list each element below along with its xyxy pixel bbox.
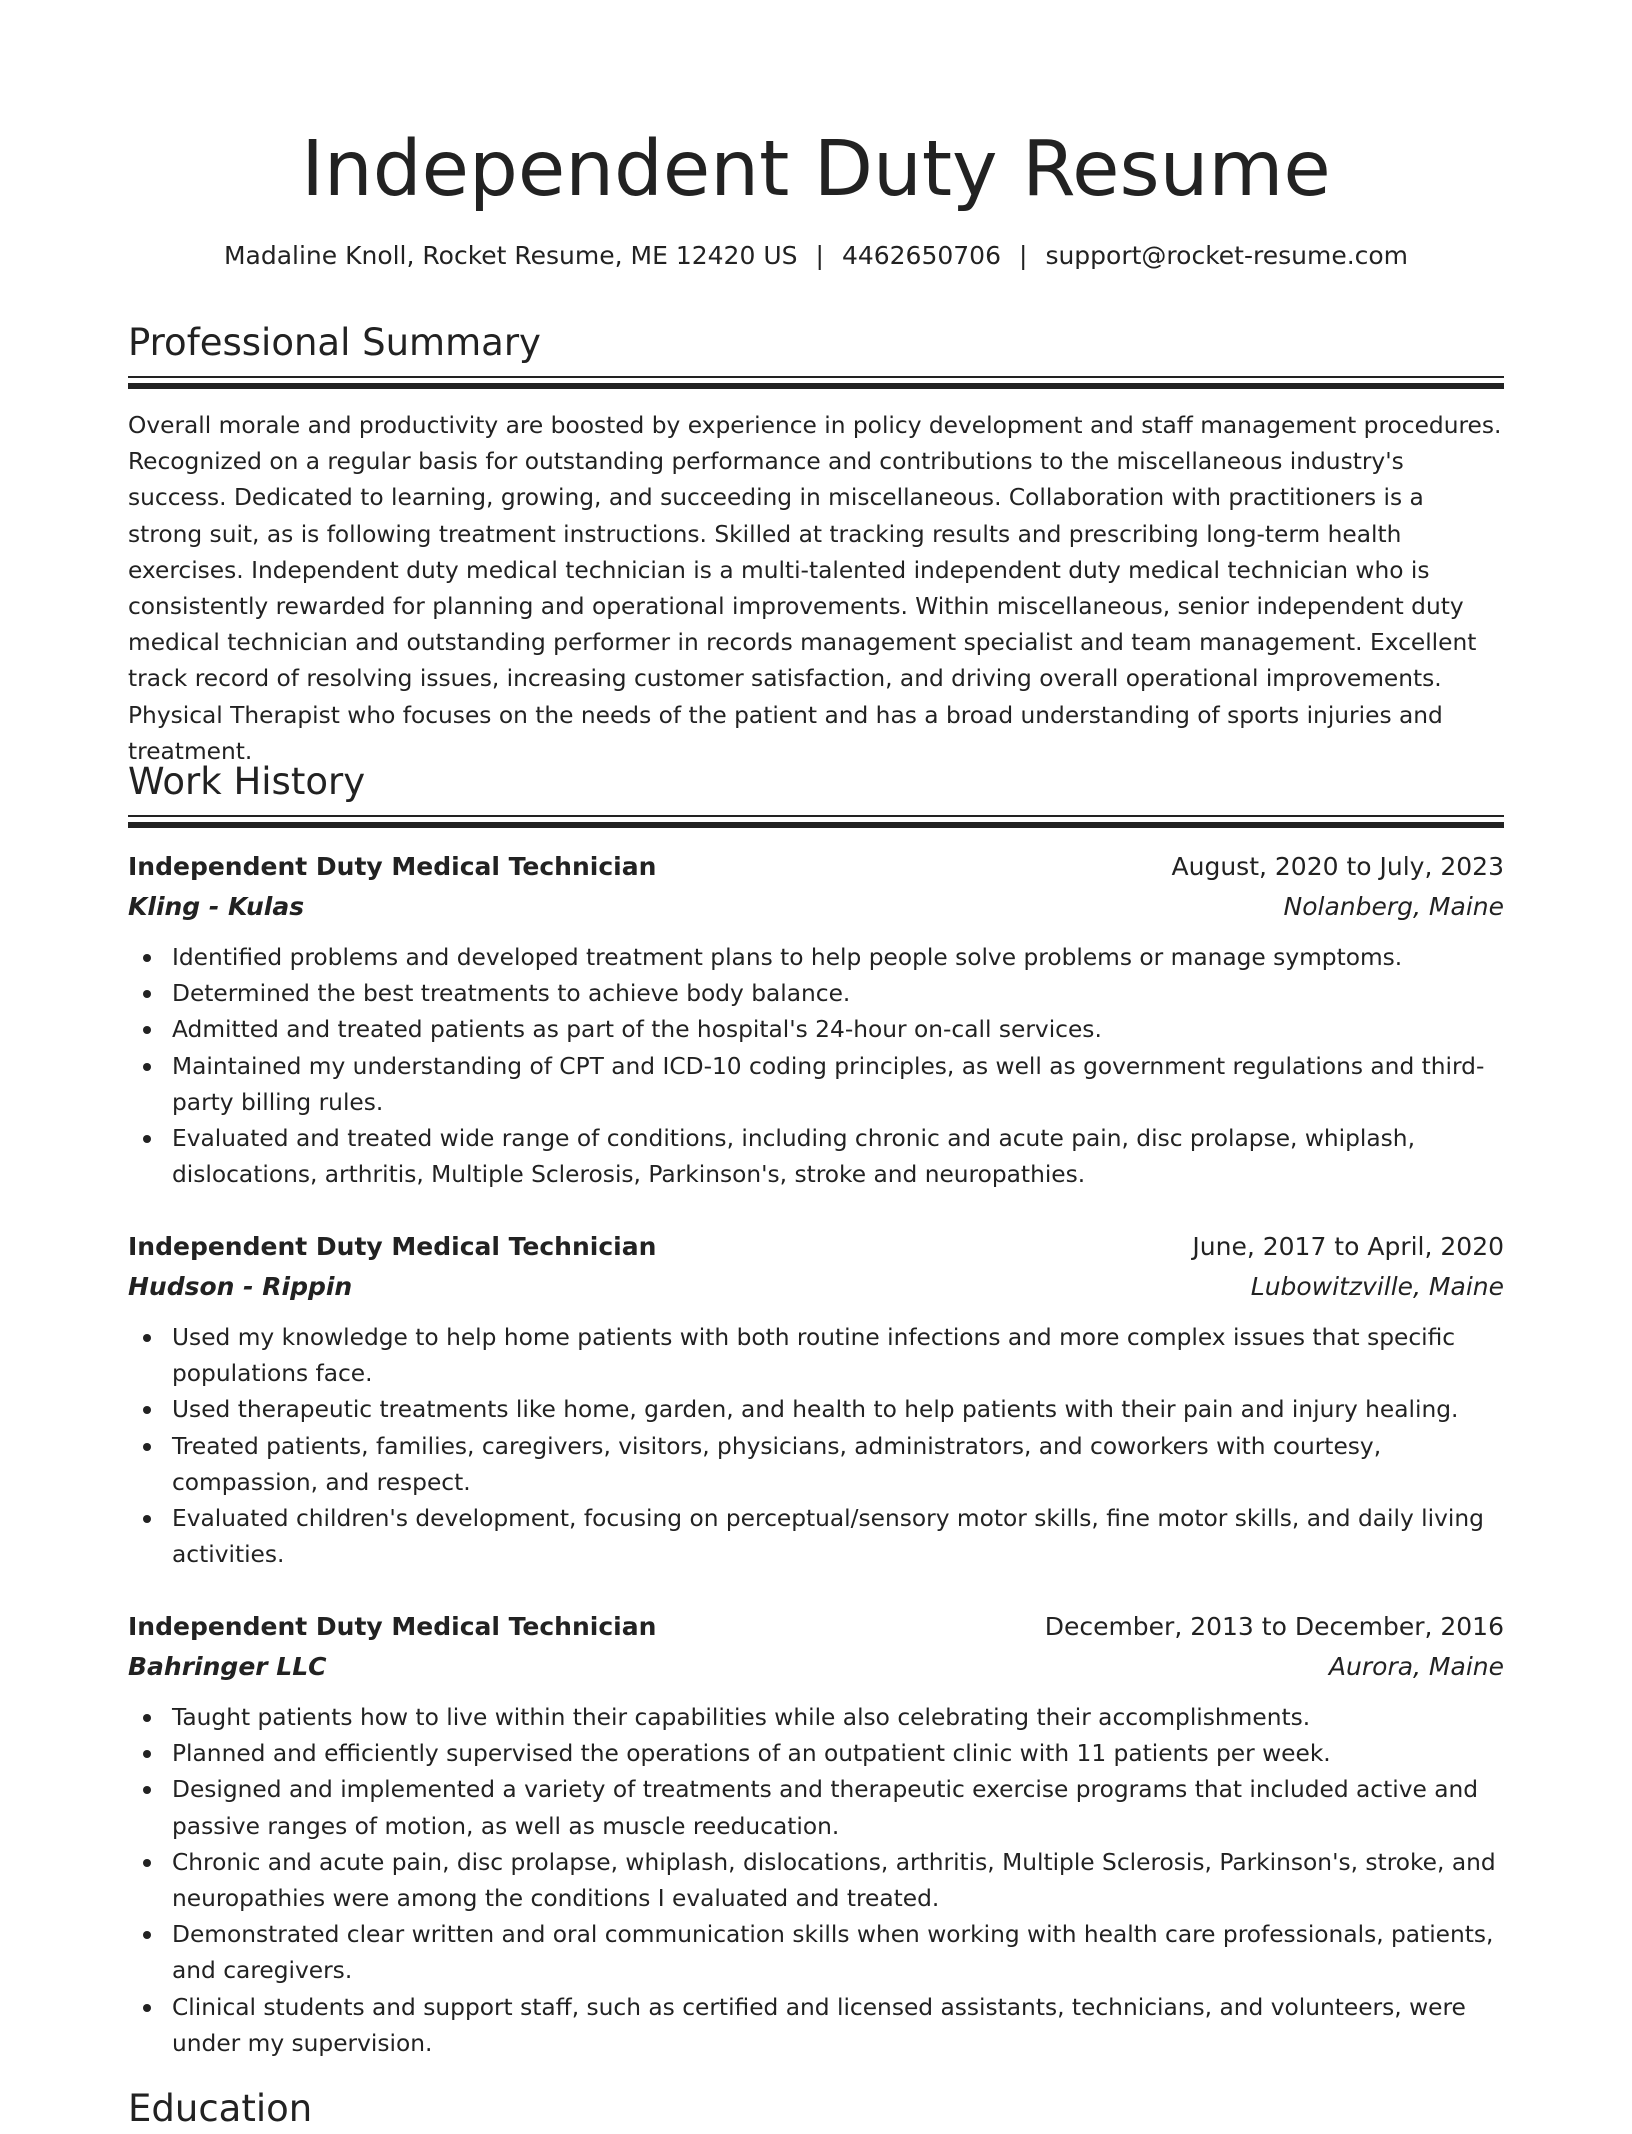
list-item: Chronic and acute pain, disc prolapse, whiplash, dislocations, arthritis, Multiple Sclerosis, Parkinson's, stroke, and neuropathies were among the conditions I evaluated and treated. bbox=[172, 1845, 1504, 1917]
summary-text: Overall morale and productivity are boosted by experience in policy development and staff management procedures. Recognized on a regular basis for outstanding performance and contributions to the miscellaneous industry's success. Dedicated to learning, growing, and succeeding in miscellaneous. Collaboration with practitioners is a strong suit, as is following treatment instructions. Skilled at tracking results and prescribing long-term health exercises. Independent duty medical technician is a multi-talented independent duty medical technician who is consistently rewarded for planning and operational improvements. Within miscellaneous, senior independent duty medical technician and outstanding performer in records management specialist and team management. Excellent track record of resolving issues, increasing customer satisfaction, and driving overall operational improvements. Physical Therapist who focuses on the needs of the patient and has a broad understanding of sports injuries and treatment. bbox=[128, 412, 1502, 765]
job-title: Independent Duty Medical Technician bbox=[128, 1611, 657, 1641]
job-title: Independent Duty Medical Technician bbox=[128, 851, 657, 881]
job-bullets bbox=[128, 1320, 1504, 1573]
list-item: Admitted and treated patients as part of the hospital's 24-hour on-call services. bbox=[172, 1012, 1504, 1048]
list-item: Determined the best treatments to achieve body balance. bbox=[172, 976, 1504, 1012]
job-company-row bbox=[128, 1646, 1504, 1686]
job-title-row bbox=[128, 1226, 1504, 1266]
list-item: Identified problems and developed treatment plans to help people solve problems or manage symptoms. bbox=[172, 940, 1504, 976]
job-title-row bbox=[128, 1606, 1504, 1646]
work-history-divider bbox=[128, 815, 1504, 828]
list-item: Taught patients how to live within their capabilities while also celebrating their accomplishments. bbox=[172, 1700, 1504, 1736]
resume-title: Independent Duty Resume bbox=[301, 125, 1331, 214]
job-location: Nolanberg, Maine bbox=[1283, 891, 1504, 921]
contact-separator: | bbox=[815, 241, 824, 270]
list-item: Designed and implemented a variety of treatments and therapeutic exercise programs that included active and passive ranges of motion, as well as muscle reeducation. bbox=[172, 1772, 1504, 1844]
job-location: Aurora, Maine bbox=[1328, 1651, 1504, 1681]
list-item: Treated patients, families, caregivers, visitors, physicians, administrators, and coworkers with courtesy, compassion, and respect. bbox=[172, 1429, 1504, 1501]
job-entry bbox=[128, 1226, 1504, 1573]
job-title: Independent Duty Medical Technician bbox=[128, 1231, 657, 1261]
job-dates: December, 2013 to December, 2016 bbox=[1044, 1611, 1504, 1641]
job-entry bbox=[128, 1606, 1504, 2062]
contact-email: support@rocket-resume.com bbox=[1045, 241, 1409, 270]
resume-page bbox=[128, 0, 1504, 2130]
work-history-heading: Work History bbox=[128, 760, 366, 803]
job-bullets bbox=[128, 1700, 1504, 2062]
list-item: Used my knowledge to help home patients with both routine infections and more complex issues that specific populations face. bbox=[172, 1320, 1504, 1392]
job-dates: August, 2020 to July, 2023 bbox=[1171, 851, 1504, 881]
job-entry bbox=[128, 846, 1504, 1193]
job-bullets bbox=[128, 940, 1504, 1193]
job-title-row bbox=[128, 846, 1504, 886]
job-company: Bahringer LLC bbox=[128, 1651, 327, 1681]
contact-separator: | bbox=[1019, 241, 1028, 270]
job-dates: June, 2017 to April, 2020 bbox=[1192, 1231, 1504, 1261]
job-company-row bbox=[128, 886, 1504, 926]
job-company-row bbox=[128, 1266, 1504, 1306]
list-item: Used therapeutic treatments like home, garden, and health to help patients with their pain and injury healing. bbox=[172, 1392, 1504, 1428]
contact-address: Madaline Knoll, Rocket Resume, ME 12420 US bbox=[223, 241, 798, 270]
summary-heading: Professional Summary bbox=[128, 321, 541, 364]
list-item: Clinical students and support staff, such as certified and licensed assistants, technicians, and volunteers, were under my supervision. bbox=[172, 1990, 1504, 2062]
job-location: Lubowitzville, Maine bbox=[1250, 1271, 1504, 1301]
list-item: Evaluated children's development, focusing on perceptual/sensory motor skills, fine motor skills, and daily living activities. bbox=[172, 1501, 1504, 1573]
job-company: Kling - Kulas bbox=[128, 891, 305, 921]
list-item: Maintained my understanding of CPT and ICD-10 coding principles, as well as government regulations and third-party billing rules. bbox=[172, 1049, 1504, 1121]
contact-line bbox=[128, 238, 1504, 274]
list-item: Demonstrated clear written and oral communication skills when working with health care professionals, patients, and caregivers. bbox=[172, 1917, 1504, 1989]
job-company: Hudson - Rippin bbox=[128, 1271, 353, 1301]
list-item: Evaluated and treated wide range of conditions, including chronic and acute pain, disc prolapse, whiplash, dislocations, arthritis, Multiple Sclerosis, Parkinson's, stroke and neuropathies. bbox=[172, 1121, 1504, 1193]
summary-divider bbox=[128, 376, 1504, 389]
list-item: Planned and efficiently supervised the operations of an outpatient clinic with 11 patients per week. bbox=[172, 1736, 1504, 1772]
education-heading: Education bbox=[128, 2087, 313, 2130]
contact-phone: 4462650706 bbox=[841, 241, 1001, 270]
